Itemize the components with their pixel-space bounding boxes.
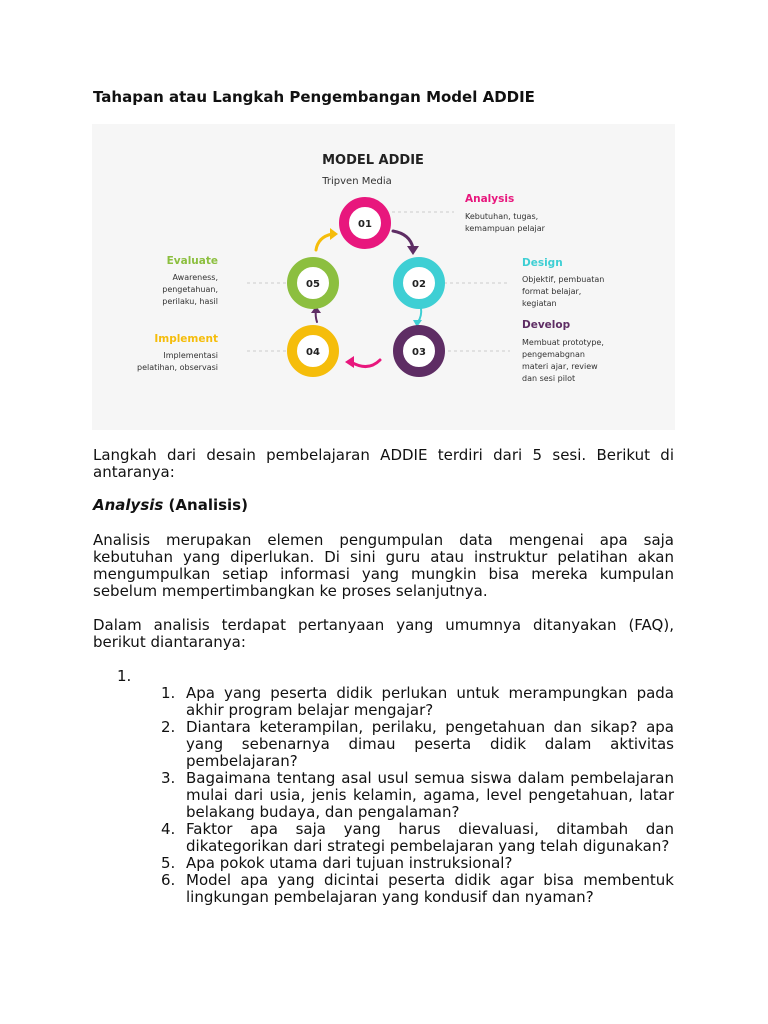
arrowhead-01-02-icon [407, 246, 419, 255]
list-item-text: Bagaimana tentang asal usul semua siswa dalam pembelajaran mulai dari usia, jenis kelamin, agama, level pengetahuan, latar belakang budaya, dan pengalaman? [186, 769, 674, 821]
section-heading-rest: (Analisis) [163, 496, 248, 514]
list-item-text: Apa pokok utama dari tujuan instruksional? [186, 854, 513, 872]
node-05-label: 05 [306, 279, 320, 290]
outer-list-number: 1. [117, 667, 132, 685]
stage-evaluate-desc: perilaku, hasil [162, 297, 218, 306]
list-item-number: 2. [161, 718, 176, 736]
diagram-subtitle: Tripven Media [322, 176, 392, 187]
stage-evaluate-desc: pengetahuan, [162, 285, 218, 294]
page-title: Tahapan atau Langkah Pengembangan Model ADDIE [93, 88, 535, 106]
stage-design-name: Design [522, 257, 563, 269]
stage-evaluate-desc: Awareness, [172, 273, 218, 282]
node-03-label: 03 [412, 347, 426, 358]
section-heading [93, 497, 248, 514]
arrow-01-02-icon [393, 231, 413, 248]
list-item [161, 718, 674, 770]
stage-implement-desc: Implementasi [163, 351, 218, 360]
list-item-number: 6. [161, 871, 176, 889]
list-item-text: Diantara keterampilan, perilaku, pengetahuan dan sikap? apa yang sebenarnya dimau peserta didik dalam aktivitas pembelajaran? [186, 718, 674, 770]
list-item [161, 820, 674, 855]
arrow-03-04-icon [351, 360, 380, 367]
list-item-number: 1. [161, 684, 176, 702]
arrow-05-01-icon [316, 234, 332, 250]
list-item-text: Apa yang peserta didik perlukan untuk merampungkan pada akhir program belajar mengajar? [186, 684, 674, 719]
list-item-number: 4. [161, 820, 176, 838]
list-item [161, 871, 674, 906]
stage-develop-desc: pengemabgnan [522, 350, 585, 359]
section-heading-term: Analysis [93, 496, 164, 514]
stage-develop-desc: Membuat prototype, [522, 338, 604, 347]
stage-analysis-name: Analysis [465, 193, 515, 205]
diagram-title: MODEL ADDIE [322, 153, 424, 168]
stage-design-desc: Objektif, pembuatan [522, 275, 605, 284]
list-item [161, 854, 674, 872]
node-02-label: 02 [412, 279, 426, 290]
stage-analysis-desc: kemampuan pelajar [465, 224, 545, 233]
stage-implement-desc: pelatihan, observasi [137, 363, 218, 372]
stage-implement-name: Implement [154, 333, 218, 345]
stage-evaluate-name: Evaluate [166, 255, 218, 267]
stage-develop-desc: materi ajar, review [522, 362, 598, 371]
stage-analysis-desc: Kebutuhan, tugas, [465, 212, 539, 221]
list-item [161, 769, 674, 821]
intro-paragraph: Langkah dari desain pembelajaran ADDIE terdiri dari 5 sesi. Berikut di antaranya: [93, 446, 674, 481]
analysis-paragraph: Analisis merupakan elemen pengumpulan data mengenai apa saja kebutuhan yang diperlukan. Di sini guru atau instruktur pelatihan akan mengumpulkan setiap informasi yang mungkin bisa mereka kumpulan sebelum mempertimbangkan ke proses selanjutnya. [93, 531, 674, 600]
list-item-number: 3. [161, 769, 176, 787]
faq-intro-paragraph: Dalam analisis terdapat pertanyaan yang umumnya ditanyakan (FAQ), berikut diantaranya: [93, 616, 674, 651]
list-item [161, 684, 674, 719]
stage-design-desc: format belajar, [522, 287, 582, 296]
node-04-label: 04 [306, 347, 320, 358]
list-item-text: Faktor apa saja yang harus dievaluasi, ditambah dan dikategorikan dari strategi pembelajaran yang telah digunakan? [186, 820, 674, 855]
node-01-label: 01 [358, 219, 372, 230]
addie-diagram [92, 124, 675, 430]
list-item-number: 5. [161, 854, 176, 872]
stage-develop-desc: dan sesi pilot [522, 374, 576, 383]
stage-develop-name: Develop [522, 319, 571, 331]
list-item-text: Model apa yang dicintai peserta didik agar bisa membentuk lingkungan pembelajaran yang kondusif dan nyaman? [186, 871, 674, 906]
stage-design-desc: kegiatan [522, 299, 557, 308]
arrowhead-05-01-icon [330, 228, 338, 240]
arrow-02-03-icon [418, 308, 421, 322]
faq-list [161, 684, 674, 906]
arrowhead-03-04-icon [345, 356, 354, 368]
